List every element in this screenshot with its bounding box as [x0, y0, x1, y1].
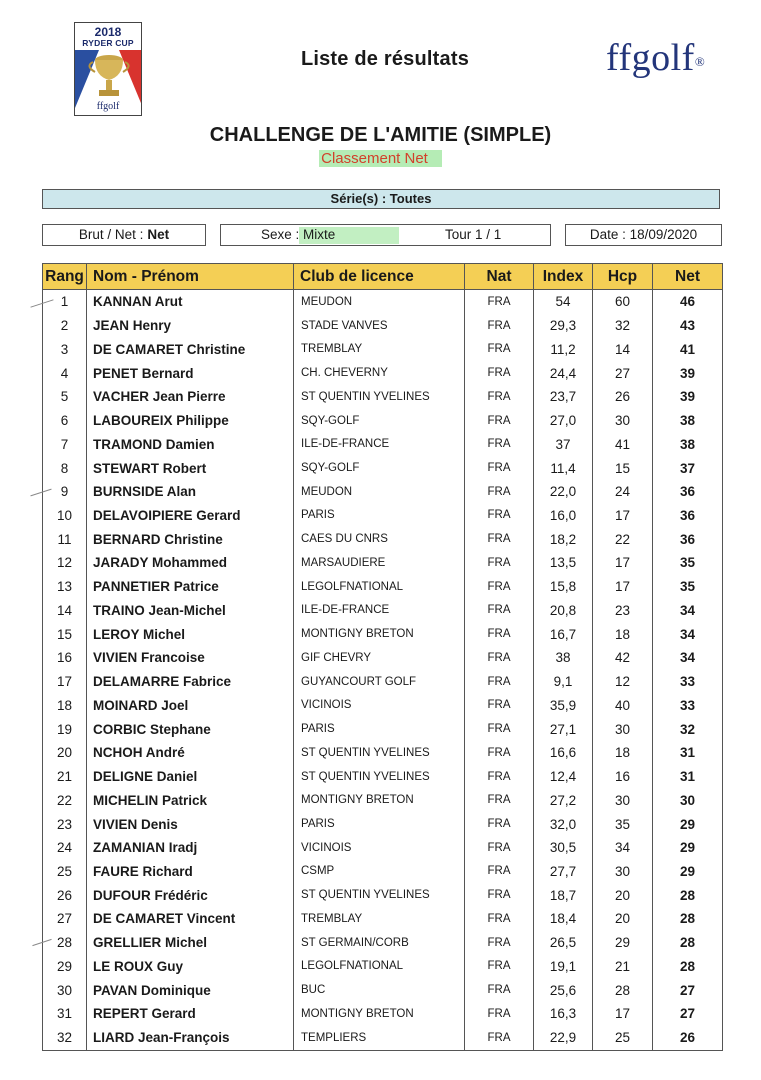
ryder-cup-logo	[74, 22, 142, 116]
player-nat: FRA	[465, 480, 534, 504]
player-nat: FRA	[465, 765, 534, 789]
table-row	[43, 385, 723, 409]
player-club: MONTIGNY BRETON	[294, 788, 465, 812]
row-rank: 13	[43, 575, 87, 599]
player-index: 38	[534, 646, 593, 670]
table-row	[43, 361, 723, 385]
results-body	[43, 290, 723, 1051]
table-row	[43, 1026, 723, 1050]
table-row	[43, 432, 723, 456]
player-club: ST QUENTIN YVELINES	[294, 883, 465, 907]
player-name: GRELLIER Michel	[87, 931, 294, 955]
registered-icon: ®	[694, 54, 706, 69]
table-row	[43, 551, 723, 575]
player-index: 22,0	[534, 480, 593, 504]
player-index: 16,0	[534, 504, 593, 528]
player-hcp: 17	[593, 1002, 653, 1026]
player-club: MONTIGNY BRETON	[294, 622, 465, 646]
filter-sexe-tour	[220, 224, 551, 246]
player-index: 27,1	[534, 717, 593, 741]
player-nat: FRA	[465, 314, 534, 338]
player-nat: FRA	[465, 670, 534, 694]
player-name: NCHOH André	[87, 741, 294, 765]
table-row	[43, 599, 723, 623]
player-name: LE ROUX Guy	[87, 955, 294, 979]
player-hcp: 30	[593, 860, 653, 884]
player-index: 32,0	[534, 812, 593, 836]
player-nat: FRA	[465, 693, 534, 717]
row-rank: 4	[43, 361, 87, 385]
player-name: DUFOUR Frédéric	[87, 883, 294, 907]
player-name: DELIGNE Daniel	[87, 765, 294, 789]
player-name: LABOUREIX Philippe	[87, 409, 294, 433]
table-row	[43, 765, 723, 789]
player-name: VIVIEN Denis	[87, 812, 294, 836]
ranking-type-text: Classement Net	[319, 150, 442, 167]
player-name: DE CAMARET Vincent	[87, 907, 294, 931]
player-name: PENET Bernard	[87, 361, 294, 385]
player-club: STADE VANVES	[294, 314, 465, 338]
player-net: 33	[653, 670, 723, 694]
table-row	[43, 622, 723, 646]
row-rank: 7	[43, 432, 87, 456]
player-net: 33	[653, 693, 723, 717]
player-name: LEROY Michel	[87, 622, 294, 646]
brut-net-value: Net	[147, 227, 170, 242]
player-club: ST GERMAIN/CORB	[294, 931, 465, 955]
player-net: 30	[653, 788, 723, 812]
player-index: 30,5	[534, 836, 593, 860]
row-rank: 11	[43, 527, 87, 551]
table-row	[43, 978, 723, 1002]
player-club: LEGOLFNATIONAL	[294, 575, 465, 599]
player-hcp: 17	[593, 504, 653, 528]
player-nat: FRA	[465, 1026, 534, 1050]
player-hcp: 29	[593, 931, 653, 955]
table-row	[43, 504, 723, 528]
tour-filter: Tour 1 / 1	[445, 227, 502, 242]
brut-net-label: Brut / Net :	[78, 227, 144, 242]
player-net: 34	[653, 599, 723, 623]
player-net: 39	[653, 361, 723, 385]
row-rank: 23	[43, 812, 87, 836]
player-name: VIVIEN Francoise	[87, 646, 294, 670]
player-name: KANNAN Arut	[87, 290, 294, 314]
ranking-type	[0, 150, 761, 167]
player-club: ST QUENTIN YVELINES	[294, 385, 465, 409]
player-club: ILE-DE-FRANCE	[294, 432, 465, 456]
player-hcp: 34	[593, 836, 653, 860]
player-hcp: 14	[593, 337, 653, 361]
player-net: 29	[653, 860, 723, 884]
player-net: 28	[653, 931, 723, 955]
row-rank: 29	[43, 955, 87, 979]
player-net: 35	[653, 551, 723, 575]
player-index: 54	[534, 290, 593, 314]
table-row	[43, 480, 723, 504]
player-index: 12,4	[534, 765, 593, 789]
player-net: 28	[653, 955, 723, 979]
player-index: 29,3	[534, 314, 593, 338]
row-rank: 25	[43, 860, 87, 884]
table-row	[43, 955, 723, 979]
row-rank: 30	[43, 978, 87, 1002]
document-title: Liste de résultats	[300, 48, 470, 70]
results-table	[42, 263, 723, 1051]
player-club: ST QUENTIN YVELINES	[294, 741, 465, 765]
filter-brut-net	[42, 224, 206, 246]
player-nat: FRA	[465, 599, 534, 623]
table-row	[43, 670, 723, 694]
player-index: 37	[534, 432, 593, 456]
player-hcp: 41	[593, 432, 653, 456]
ffgolf-logo-text: ffgolf	[606, 37, 695, 79]
player-index: 19,1	[534, 955, 593, 979]
table-row	[43, 788, 723, 812]
player-index: 25,6	[534, 978, 593, 1002]
player-net: 34	[653, 646, 723, 670]
player-net: 31	[653, 765, 723, 789]
player-hcp: 40	[593, 693, 653, 717]
row-rank: 14	[43, 599, 87, 623]
player-nat: FRA	[465, 551, 534, 575]
table-row	[43, 931, 723, 955]
player-net: 39	[653, 385, 723, 409]
player-hcp: 12	[593, 670, 653, 694]
player-hcp: 21	[593, 955, 653, 979]
player-nat: FRA	[465, 860, 534, 884]
player-net: 41	[653, 337, 723, 361]
table-row	[43, 527, 723, 551]
player-nat: FRA	[465, 456, 534, 480]
player-nat: FRA	[465, 290, 534, 314]
player-nat: FRA	[465, 409, 534, 433]
row-rank: 10	[43, 504, 87, 528]
table-row	[43, 860, 723, 884]
player-club: MEUDON	[294, 480, 465, 504]
player-hcp: 23	[593, 599, 653, 623]
player-name: REPERT Gerard	[87, 1002, 294, 1026]
player-index: 23,7	[534, 385, 593, 409]
row-rank: 32	[43, 1026, 87, 1050]
row-rank: 15	[43, 622, 87, 646]
player-hcp: 22	[593, 527, 653, 551]
player-net: 31	[653, 741, 723, 765]
player-club: VICINOIS	[294, 836, 465, 860]
player-hcp: 30	[593, 717, 653, 741]
row-rank: 3	[43, 337, 87, 361]
row-rank: 9	[43, 480, 87, 504]
player-index: 18,4	[534, 907, 593, 931]
player-index: 24,4	[534, 361, 593, 385]
player-name: CORBIC Stephane	[87, 717, 294, 741]
player-index: 27,0	[534, 409, 593, 433]
player-name: VACHER Jean Pierre	[87, 385, 294, 409]
player-name: MOINARD Joel	[87, 693, 294, 717]
player-club: SQY-GOLF	[294, 456, 465, 480]
player-club: TREMBLAY	[294, 337, 465, 361]
table-row	[43, 907, 723, 931]
row-rank: 22	[43, 788, 87, 812]
player-net: 37	[653, 456, 723, 480]
player-name: ZAMANIAN Iradj	[87, 836, 294, 860]
player-nat: FRA	[465, 504, 534, 528]
player-name: DELAVOIPIERE Gerard	[87, 504, 294, 528]
row-rank: 16	[43, 646, 87, 670]
col-header-name: Nom - Prénom	[87, 264, 294, 290]
player-club: LEGOLFNATIONAL	[294, 955, 465, 979]
ffgolf-logo	[606, 36, 705, 80]
player-club: VICINOIS	[294, 693, 465, 717]
col-header-rank: Rang	[43, 264, 87, 290]
table-row	[43, 1002, 723, 1026]
player-nat: FRA	[465, 622, 534, 646]
row-rank: 24	[43, 836, 87, 860]
col-header-index: Index	[534, 264, 593, 290]
col-header-hcp: Hcp	[593, 264, 653, 290]
player-net: 36	[653, 480, 723, 504]
player-club: MONTIGNY BRETON	[294, 1002, 465, 1026]
player-nat: FRA	[465, 788, 534, 812]
player-hcp: 35	[593, 812, 653, 836]
player-name: STEWART Robert	[87, 456, 294, 480]
table-row	[43, 314, 723, 338]
player-index: 16,7	[534, 622, 593, 646]
player-club: CAES DU CNRS	[294, 527, 465, 551]
player-nat: FRA	[465, 931, 534, 955]
row-rank: 2	[43, 314, 87, 338]
player-index: 18,2	[534, 527, 593, 551]
player-index: 27,7	[534, 860, 593, 884]
row-rank: 6	[43, 409, 87, 433]
player-index: 11,2	[534, 337, 593, 361]
player-net: 27	[653, 1002, 723, 1026]
player-net: 29	[653, 836, 723, 860]
player-club: SQY-GOLF	[294, 409, 465, 433]
player-club: PARIS	[294, 812, 465, 836]
player-index: 18,7	[534, 883, 593, 907]
row-rank: 8	[43, 456, 87, 480]
player-club: BUC	[294, 978, 465, 1002]
row-rank: 20	[43, 741, 87, 765]
player-hcp: 16	[593, 765, 653, 789]
player-index: 35,9	[534, 693, 593, 717]
row-rank: 12	[43, 551, 87, 575]
player-nat: FRA	[465, 955, 534, 979]
logo-label: RYDER CUP	[82, 38, 134, 48]
player-name: BERNARD Christine	[87, 527, 294, 551]
player-index: 27,2	[534, 788, 593, 812]
player-nat: FRA	[465, 883, 534, 907]
player-net: 36	[653, 527, 723, 551]
player-hcp: 60	[593, 290, 653, 314]
player-index: 13,5	[534, 551, 593, 575]
player-net: 34	[653, 622, 723, 646]
player-club: MARSAUDIERE	[294, 551, 465, 575]
player-name: TRAMOND Damien	[87, 432, 294, 456]
player-index: 22,9	[534, 1026, 593, 1050]
player-nat: FRA	[465, 812, 534, 836]
player-nat: FRA	[465, 432, 534, 456]
player-name: JEAN Henry	[87, 314, 294, 338]
player-club: GIF CHEVRY	[294, 646, 465, 670]
player-nat: FRA	[465, 978, 534, 1002]
row-rank: 5	[43, 385, 87, 409]
player-club: PARIS	[294, 717, 465, 741]
col-header-club: Club de licence	[294, 264, 465, 290]
player-nat: FRA	[465, 1002, 534, 1026]
player-hcp: 20	[593, 883, 653, 907]
table-row	[43, 646, 723, 670]
col-header-net: Net	[653, 264, 723, 290]
player-hcp: 24	[593, 480, 653, 504]
player-hcp: 27	[593, 361, 653, 385]
player-nat: FRA	[465, 385, 534, 409]
table-row	[43, 741, 723, 765]
player-net: 38	[653, 432, 723, 456]
table-row	[43, 717, 723, 741]
player-club: CSMP	[294, 860, 465, 884]
player-net: 36	[653, 504, 723, 528]
player-name: BURNSIDE Alan	[87, 480, 294, 504]
player-net: 29	[653, 812, 723, 836]
player-hcp: 30	[593, 788, 653, 812]
player-name: PAVAN Dominique	[87, 978, 294, 1002]
player-net: 46	[653, 290, 723, 314]
table-row	[43, 337, 723, 361]
player-nat: FRA	[465, 646, 534, 670]
table-row	[43, 693, 723, 717]
table-row	[43, 812, 723, 836]
row-rank: 19	[43, 717, 87, 741]
player-hcp: 42	[593, 646, 653, 670]
row-rank: 1	[43, 290, 87, 314]
player-club: ILE-DE-FRANCE	[294, 599, 465, 623]
player-name: LIARD Jean-François	[87, 1026, 294, 1050]
row-rank: 18	[43, 693, 87, 717]
player-hcp: 32	[593, 314, 653, 338]
player-net: 27	[653, 978, 723, 1002]
trophy-icon	[75, 50, 142, 108]
player-nat: FRA	[465, 907, 534, 931]
player-index: 26,5	[534, 931, 593, 955]
sexe-filter: Sexe : Mixte	[261, 227, 336, 242]
player-index: 20,8	[534, 599, 593, 623]
player-hcp: 15	[593, 456, 653, 480]
row-rank: 26	[43, 883, 87, 907]
player-nat: FRA	[465, 361, 534, 385]
player-name: TRAINO Jean-Michel	[87, 599, 294, 623]
player-hcp: 18	[593, 622, 653, 646]
player-club: TREMBLAY	[294, 907, 465, 931]
row-rank: 28	[43, 931, 87, 955]
player-net: 28	[653, 883, 723, 907]
player-nat: FRA	[465, 741, 534, 765]
player-name: JARADY Mohammed	[87, 551, 294, 575]
player-club: TEMPLIERS	[294, 1026, 465, 1050]
player-hcp: 17	[593, 575, 653, 599]
player-name: DE CAMARET Christine	[87, 337, 294, 361]
player-club: CH. CHEVERNY	[294, 361, 465, 385]
player-nat: FRA	[465, 337, 534, 361]
table-row	[43, 456, 723, 480]
player-net: 26	[653, 1026, 723, 1050]
player-net: 35	[653, 575, 723, 599]
player-index: 16,3	[534, 1002, 593, 1026]
player-club: PARIS	[294, 504, 465, 528]
logo-year: 2018	[94, 25, 122, 39]
player-hcp: 30	[593, 409, 653, 433]
table-row	[43, 883, 723, 907]
player-hcp: 26	[593, 385, 653, 409]
player-hcp: 20	[593, 907, 653, 931]
player-index: 16,6	[534, 741, 593, 765]
player-index: 15,8	[534, 575, 593, 599]
player-hcp: 18	[593, 741, 653, 765]
player-net: 28	[653, 907, 723, 931]
player-nat: FRA	[465, 836, 534, 860]
player-net: 38	[653, 409, 723, 433]
player-index: 11,4	[534, 456, 593, 480]
player-name: FAURE Richard	[87, 860, 294, 884]
player-net: 43	[653, 314, 723, 338]
table-row	[43, 290, 723, 314]
player-name: DELAMARRE Fabrice	[87, 670, 294, 694]
player-net: 32	[653, 717, 723, 741]
player-name: PANNETIER Patrice	[87, 575, 294, 599]
player-nat: FRA	[465, 527, 534, 551]
col-header-nat: Nat	[465, 264, 534, 290]
player-nat: FRA	[465, 575, 534, 599]
player-hcp: 28	[593, 978, 653, 1002]
player-hcp: 25	[593, 1026, 653, 1050]
player-index: 9,1	[534, 670, 593, 694]
table-row	[43, 409, 723, 433]
player-name: MICHELIN Patrick	[87, 788, 294, 812]
table-row	[43, 575, 723, 599]
row-rank: 17	[43, 670, 87, 694]
player-club: ST QUENTIN YVELINES	[294, 765, 465, 789]
player-club: MEUDON	[294, 290, 465, 314]
player-hcp: 17	[593, 551, 653, 575]
player-club: GUYANCOURT GOLF	[294, 670, 465, 694]
row-rank: 21	[43, 765, 87, 789]
player-nat: FRA	[465, 717, 534, 741]
logo-ffgolf-small: ffgolf	[96, 101, 120, 112]
filter-date: Date : 18/09/2020	[565, 224, 722, 246]
series-bar: Série(s) : Toutes	[42, 189, 720, 209]
competition-title: CHALLENGE DE L'AMITIE (SIMPLE)	[209, 124, 552, 146]
table-row	[43, 836, 723, 860]
row-rank: 31	[43, 1002, 87, 1026]
row-rank: 27	[43, 907, 87, 931]
table-header-row	[43, 264, 723, 290]
